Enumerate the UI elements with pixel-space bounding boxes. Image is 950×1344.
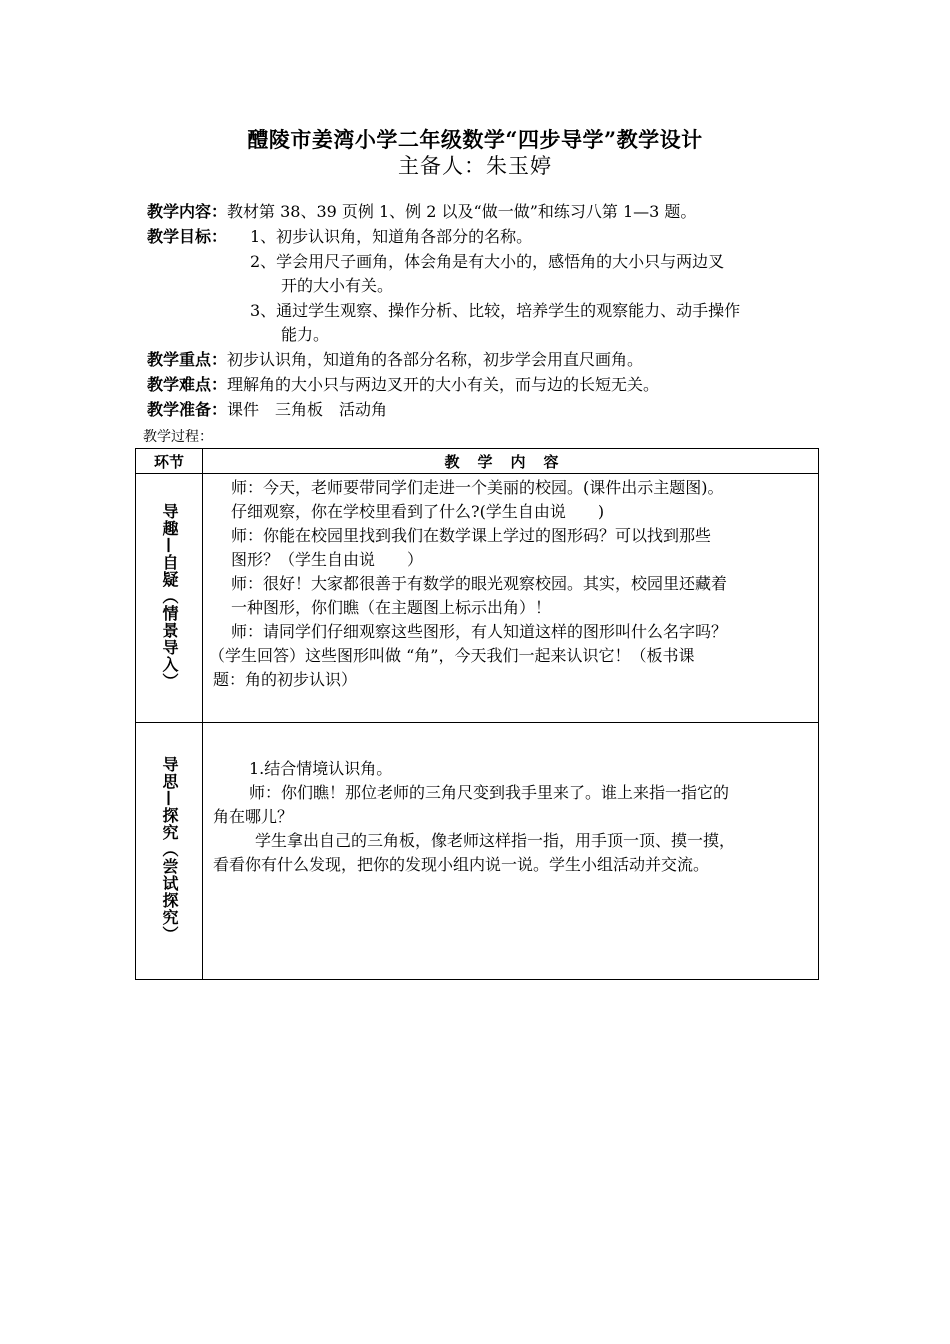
table-row [136,474,819,723]
table-row [136,723,819,980]
difficulty [147,373,659,397]
goal-item-3-cont: 能力。 [281,325,330,344]
goal-item-2: 2、学会用尺子画角，体会角是有大小的，感悟角的大小只与两边叉 [250,252,725,271]
content-cell [203,474,819,723]
content-line: 角在哪儿？ [213,807,294,826]
teaching-content-text: 教材第 38、39 页例 1、例 2 以及“做一做”和练习八第 1—3 题。 [227,202,697,221]
content-line: 题：角的初步认识） [213,670,358,689]
content-line: 1.结合情境认识角。 [249,759,393,778]
document-title: 醴陵市姜湾小学二年级数学“四步导学”教学设计 [247,127,703,152]
header-content: 教学内容 [203,449,819,474]
content-line: 学生拿出自己的三角板，像老师这样指一指，用手顶一顶、摸一摸， [255,831,736,850]
content-line: 仔细观察，你在学校里看到了什么?(学生自由说 ) [231,502,605,521]
teaching-goals-label: 教学目标： [147,227,228,246]
table-header-row [136,449,819,474]
header-stage: 环节 [136,449,203,474]
content-line: 师：今天，老师要带同学们走进一个美丽的校园。(课件出示主题图)。 [231,478,724,497]
teaching-goals-label-line [147,225,227,249]
difficulty-label: 教学难点： [147,375,228,394]
goal-item-1: 1、初步认识角，知道角各部分的名称。 [250,227,533,246]
preparation-text: 课件 三角板 活动角 [227,400,388,419]
goal-item-3: 3、通过学生观察、操作分析、比较，培养学生的观察能力、动手操作 [250,301,741,320]
stage-label: 导趣—自疑（情景导入） [160,502,179,690]
content-line: 师：请同学们仔细观察这些图形，有人知道这样的图形叫什么名字吗？ [231,622,728,641]
key-point [147,348,643,372]
key-point-text: 初步认识角，知道角的各部分名称，初步学会用直尺画角。 [227,350,644,369]
difficulty-text: 理解角的大小只与两边叉开的大小有关，而与边的长短无关。 [227,375,660,394]
content-line: 图形？（学生自由说 ） [231,550,424,569]
content-line: （学生回答）这些图形叫做 “角”，今天我们一起来认识它！（板书课 [209,646,695,665]
author-line: 主备人：朱玉婷 [398,154,552,178]
goal-item-2-cont: 开的大小有关。 [281,276,394,295]
process-label: 教学过程： [143,429,213,445]
content-line: 一种图形，你们瞧（在主题图上标示出角）！ [231,598,552,617]
stage-cell [136,474,203,723]
stage-cell [136,723,203,980]
process-table [135,448,819,980]
preparation [147,398,387,422]
content-line: 师：你们瞧！那位老师的三角尺变到我手里来了。谁上来指一指它的 [249,783,730,802]
content-line: 师：很好！大家都很善于有数学的眼光观察校园。其实，校园里还藏着 [231,574,728,593]
stage-label: 导思—探究（尝试探究） [160,755,179,943]
content-line: 看看你有什么发现，把你的发现小组内说一说。学生小组活动并交流。 [213,855,710,874]
preparation-label: 教学准备： [147,400,228,419]
teaching-content [147,200,696,224]
content-line: 师：你能在校园里找到我们在数学课上学过的图形码？可以找到那些 [231,526,712,545]
content-cell [203,723,819,980]
key-point-label: 教学重点： [147,350,228,369]
teaching-content-label: 教学内容： [147,202,228,221]
